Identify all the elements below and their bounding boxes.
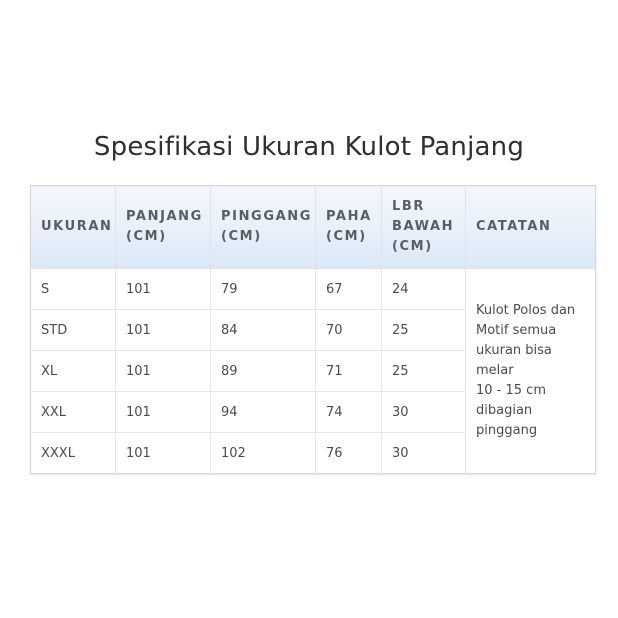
cell-pinggang: 84 — [211, 310, 316, 351]
cell-paha: 76 — [316, 433, 382, 474]
header-lbr-bawah — [382, 186, 466, 269]
cell-pinggang: 102 — [211, 433, 316, 474]
header-line: BAWAH — [392, 219, 455, 234]
cell-paha: 67 — [316, 269, 382, 310]
cell-panjang: 101 — [116, 392, 211, 433]
header-line: (CM) — [126, 229, 167, 244]
cell-lbr-bawah: 24 — [382, 269, 466, 310]
note-line: pinggang — [476, 423, 538, 438]
cell-lbr-bawah: 25 — [382, 310, 466, 351]
cell-pinggang: 94 — [211, 392, 316, 433]
header-pinggang — [211, 186, 316, 269]
cell-panjang: 101 — [116, 310, 211, 351]
header-line: PAHA — [326, 209, 372, 224]
cell-lbr-bawah: 30 — [382, 433, 466, 474]
cell-pinggang: 79 — [211, 269, 316, 310]
cell-pinggang: 89 — [211, 351, 316, 392]
header-line: LBR — [392, 199, 426, 214]
cell-size: XL — [31, 351, 116, 392]
header-line: (CM) — [221, 229, 262, 244]
table-header-row — [31, 186, 596, 269]
cell-paha: 74 — [316, 392, 382, 433]
header-line: PINGGANG — [221, 209, 312, 224]
note-line: Kulot Polos dan — [476, 303, 576, 318]
page-title: Spesifikasi Ukuran Kulot Panjang — [93, 132, 525, 162]
header-panjang — [116, 186, 211, 269]
cell-size: XXL — [31, 392, 116, 433]
cell-panjang: 101 — [116, 433, 211, 474]
header-line: (CM) — [392, 239, 433, 254]
cell-catatan — [466, 269, 596, 474]
header-paha — [316, 186, 382, 269]
header-line: (CM) — [326, 229, 367, 244]
size-spec-table — [30, 185, 596, 474]
cell-lbr-bawah: 25 — [382, 351, 466, 392]
cell-size: STD — [31, 310, 116, 351]
note-line: dibagian — [476, 403, 533, 418]
cell-lbr-bawah: 30 — [382, 392, 466, 433]
cell-panjang: 101 — [116, 269, 211, 310]
cell-panjang: 101 — [116, 351, 211, 392]
header-catatan — [466, 186, 596, 269]
table-row — [31, 269, 596, 310]
note-line: ukuran bisa melar — [476, 343, 552, 378]
header-ukuran — [31, 186, 116, 269]
note-line: 10 - 15 cm — [476, 383, 546, 398]
note-line: Motif semua — [476, 323, 557, 338]
header-line: UKURAN — [41, 219, 113, 234]
cell-size: S — [31, 269, 116, 310]
cell-size: XXXL — [31, 433, 116, 474]
cell-paha: 70 — [316, 310, 382, 351]
cell-paha: 71 — [316, 351, 382, 392]
header-line: PANJANG — [126, 209, 203, 224]
header-line: CATATAN — [476, 219, 552, 234]
